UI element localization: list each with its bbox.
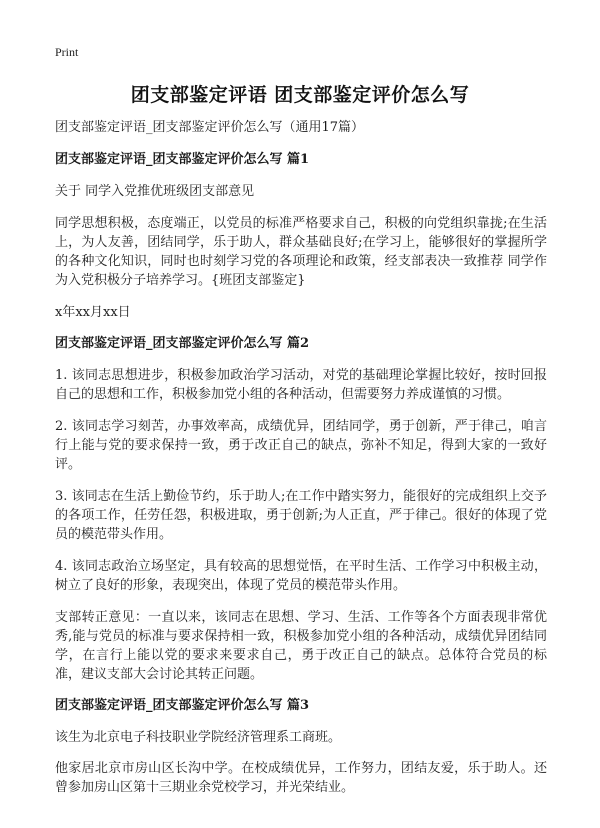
paragraph: 4. 该同志政治立场坚定，具有较高的思想觉悟，在平时生活、工作学习中积极主动，树立了良好的形象，表现突出，体现了党员的模范带头作用。 <box>55 559 547 593</box>
date-line: x年xx月xx日 <box>55 305 131 320</box>
document-subtitle: 团支部鉴定评语_团支部鉴定评价怎么写（通用17篇） <box>55 120 365 135</box>
section-heading: 团支部鉴定评语_团支部鉴定评价怎么写 篇2 <box>55 336 310 351</box>
print-label: Print <box>55 45 79 59</box>
paragraph: 2. 该同志学习刻苦，办事效率高，成绩优异，团结同学，勇于创新，严于律己，咱言行上能与党的要求保持一致，勇于改正自己的缺点，弥补不知足，得到大家的一致好评。 <box>55 419 547 472</box>
section-3 <box>55 697 547 797</box>
document-body <box>55 119 547 809</box>
document-title: 团支部鉴定评语 团支部鉴定评价怎么写 <box>130 84 470 106</box>
paragraph: 该生为北京电子科技职业学院经济管理系工商班。 <box>55 730 342 745</box>
paragraph: 同学思想积极，态度端正，以党员的标准严格要求自己，积极的向党组织靠拢;在生活上，为人友善，团结同学，乐于助人，群众基础良好;在学习上，能够很好的掌握所学的各种文化知识，同时也时刻学习党的各项理论和政策，经支部表决一致推荐 同学作为入党积极分子培养学习。{班团支部鉴定} <box>55 216 547 288</box>
paragraph: 关于 同学入党推优班级团支部意见 <box>55 184 255 199</box>
paragraph: 3. 该同志在生活上勤俭节约，乐于助人;在工作中踏实努力，能很好的完成组织上交予的各项工作，任劳任怨，积极进取，勇于创新;为人正直，严于律己。很好的体现了党员的模范带头作用。 <box>55 489 547 542</box>
section-heading: 团支部鉴定评语_团支部鉴定评价怎么写 篇3 <box>55 698 310 713</box>
paragraph: 他家居北京市房山区长沟中学。在校成绩优异，工作努力，团结友爱，乐于助人。还曾参加房山区第十三期业余党校学习，并光荣结业。 <box>55 761 547 795</box>
section-2 <box>55 335 547 684</box>
paragraph: 1. 该同志思想进步，积极参加政治学习活动，对党的基础理论掌握比较好，按时回报自己的思想和工作，积极参加党小组的各种活动，但需要努力养成谨慎的习惯。 <box>55 368 547 402</box>
paragraph: 支部转正意见：一直以来，该同志在思想、学习、生活、工作等各个方面表现非常优秀,能与党员的标准与要求保持相一致，积极参加党小组的各种活动，成绩优异团结同学，在言行上能以党的要求来要求自己，勇于改正自己的缺点。总体符合党员的标准，建议支部大会讨论其转正问题。 <box>55 610 547 682</box>
section-1 <box>55 151 547 322</box>
section-heading: 团支部鉴定评语_团支部鉴定评价怎么写 篇1 <box>55 152 310 167</box>
